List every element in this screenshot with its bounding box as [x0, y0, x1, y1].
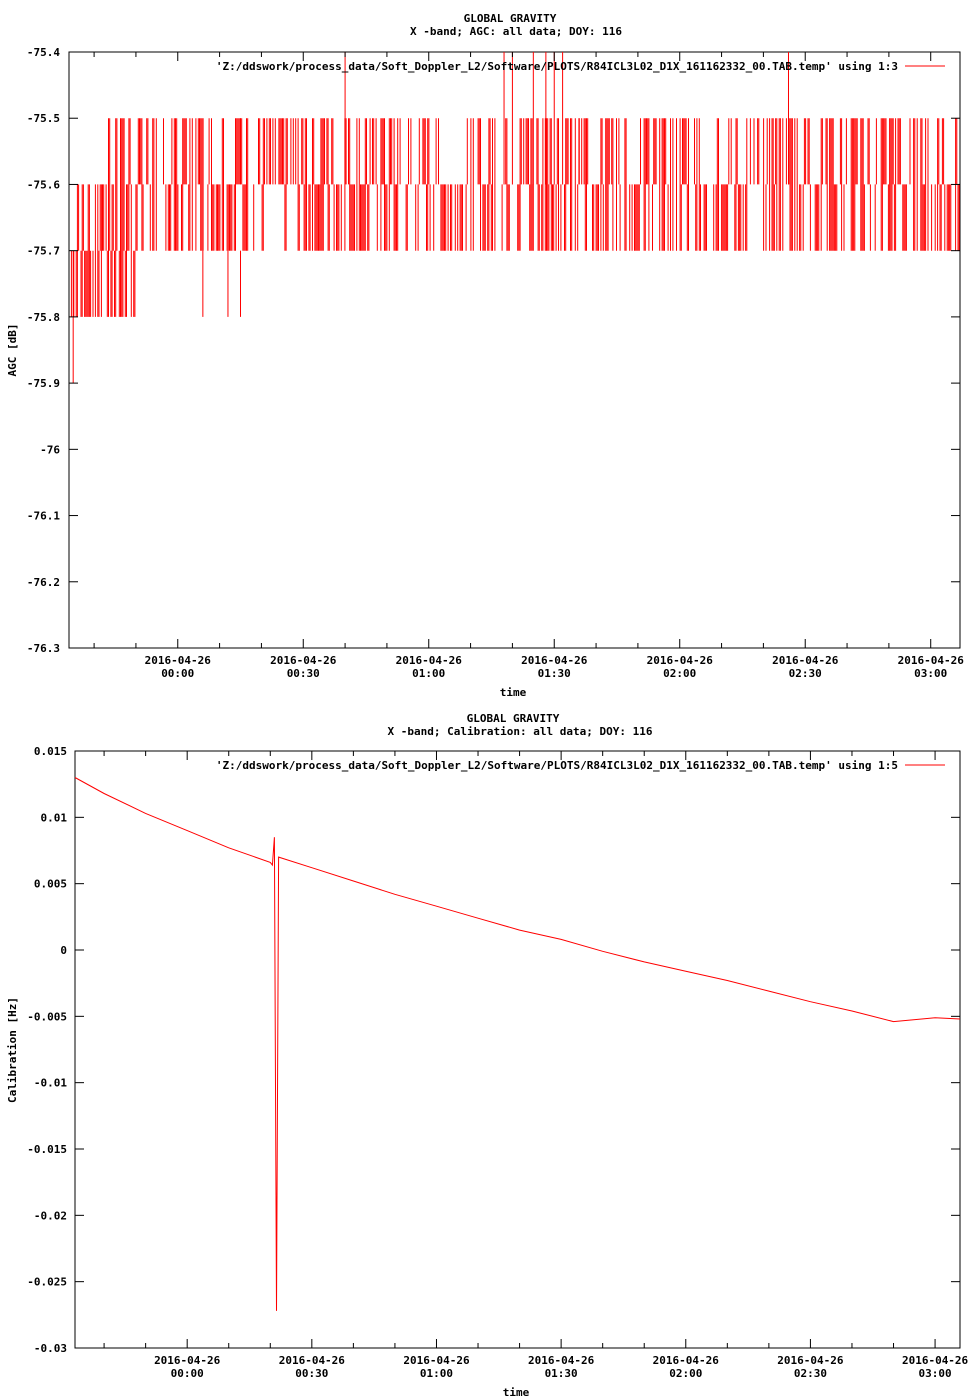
calibration-ytick-label: -0.03 [33, 1342, 67, 1355]
calibration-chart-title: GLOBAL GRAVITY [466, 712, 560, 725]
agc-xtick-date: 2016-04-26 [270, 654, 337, 667]
agc-xtick-date: 2016-04-26 [395, 654, 462, 667]
calibration-ytick-label: 0 [60, 944, 67, 957]
calibration-xtick-time: 03:00 [918, 1367, 952, 1380]
calibration-legend [216, 759, 945, 772]
calibration-y-axis-label: Calibration [Hz] [6, 997, 19, 1103]
calibration-ytick-label: 0.015 [33, 745, 67, 758]
calibration-ytick-label: -0.025 [27, 1275, 67, 1289]
calibration-xtick-time: 01:00 [419, 1367, 454, 1380]
agc-ytick-label: -76.1 [26, 509, 60, 523]
agc-ytick-label: -75.9 [26, 377, 60, 391]
agc-ytick-label: -75.8 [26, 310, 60, 324]
agc-band-segment [722, 118, 960, 251]
calibration-panel [6, 712, 969, 1399]
agc-xtick-date: 2016-04-26 [772, 654, 839, 667]
calibration-ytick-label: -0.02 [33, 1209, 67, 1223]
agc-ytick-label: -75.6 [26, 178, 60, 192]
agc-ytick-label: -75.7 [26, 244, 60, 258]
calibration-chart-subtitle: X -band; Calibration: all data; DOY: 116 [387, 725, 653, 738]
agc-xtick-time: 02:30 [788, 667, 822, 680]
calibration-ytick-label: -0.015 [27, 1143, 67, 1156]
calibration-ytick-label: -0.01 [33, 1076, 67, 1090]
calibration-xtick-time: 00:30 [295, 1367, 329, 1380]
agc-xtick-date: 2016-04-26 [144, 654, 211, 667]
calibration-xtick-time: 02:30 [793, 1367, 827, 1380]
agc-x-axis-label: time [499, 686, 527, 699]
agc-xtick-time: 00:30 [286, 667, 320, 680]
calibration-ytick-label: 0.005 [33, 877, 67, 891]
agc-band-segment [241, 118, 579, 251]
agc-chart-subtitle: X -band; AGC: all data; DOY: 116 [410, 25, 622, 38]
calibration-xtick-time: 00:00 [170, 1367, 204, 1380]
calibration-xtick-time: 02:00 [669, 1367, 703, 1380]
calibration-xtick-date: 2016-04-26 [278, 1354, 345, 1367]
agc-band-segment [136, 118, 240, 251]
calibration-plot-frame [75, 751, 960, 1348]
calibration-x-axis-label: time [502, 1386, 530, 1399]
calibration-xtick-date: 2016-04-26 [154, 1354, 221, 1367]
agc-xtick-time: 01:00 [412, 667, 446, 680]
calibration-ytick-label: 0.01 [40, 811, 67, 825]
agc-legend-label: 'Z:/ddswork/process_data/Soft_Doppler_L2/Software/PLOTS/R84ICL3L02_D1X_161162332_00.TAB.temp' using 1:3 [215, 60, 898, 73]
agc-xtick-date: 2016-04-26 [646, 654, 713, 667]
calibration-xtick-date: 2016-04-26 [528, 1354, 595, 1367]
calibration-xtick-time: 01:30 [544, 1367, 578, 1380]
calibration-y-axis [27, 745, 960, 1355]
calibration-legend-label: 'Z:/ddswork/process_data/Soft_Doppler_L2/Software/PLOTS/R84ICL3L02_D1X_161162332_00.TAB.temp' using 1:5 [215, 759, 898, 772]
agc-y-axis [27, 46, 960, 655]
agc-ytick-label: -76 [40, 443, 60, 457]
agc-xtick-time: 01:30 [537, 667, 571, 680]
agc-legend [216, 60, 945, 73]
agc-ytick-label: -76.2 [26, 575, 60, 589]
agc-xtick-time: 03:00 [914, 667, 948, 680]
calibration-line [75, 778, 960, 1311]
agc-y-axis-label: AGC [dB] [6, 323, 19, 377]
agc-ytick-label: -75.5 [26, 112, 60, 126]
agc-chart-title: GLOBAL GRAVITY [463, 12, 557, 25]
agc-xtick-date: 2016-04-26 [897, 654, 964, 667]
agc-ytick-label: -75.4 [26, 46, 60, 59]
agc-band-segment [579, 118, 721, 251]
calibration-xtick-date: 2016-04-26 [403, 1354, 470, 1367]
calibration-xtick-date: 2016-04-26 [901, 1354, 969, 1367]
agc-panel [6, 12, 964, 699]
agc-xtick-time: 00:00 [161, 667, 195, 680]
agc-band-segment [103, 118, 135, 317]
agc-xtick-date: 2016-04-26 [521, 654, 588, 667]
calibration-xtick-date: 2016-04-26 [652, 1354, 719, 1367]
calibration-ytick-label: -0.005 [27, 1010, 67, 1024]
calibration-x-axis [104, 751, 968, 1380]
calibration-xtick-date: 2016-04-26 [777, 1354, 844, 1367]
agc-xtick-time: 02:00 [663, 667, 697, 680]
calibration-series [75, 778, 960, 1311]
agc-ytick-label: -76.3 [26, 642, 60, 655]
